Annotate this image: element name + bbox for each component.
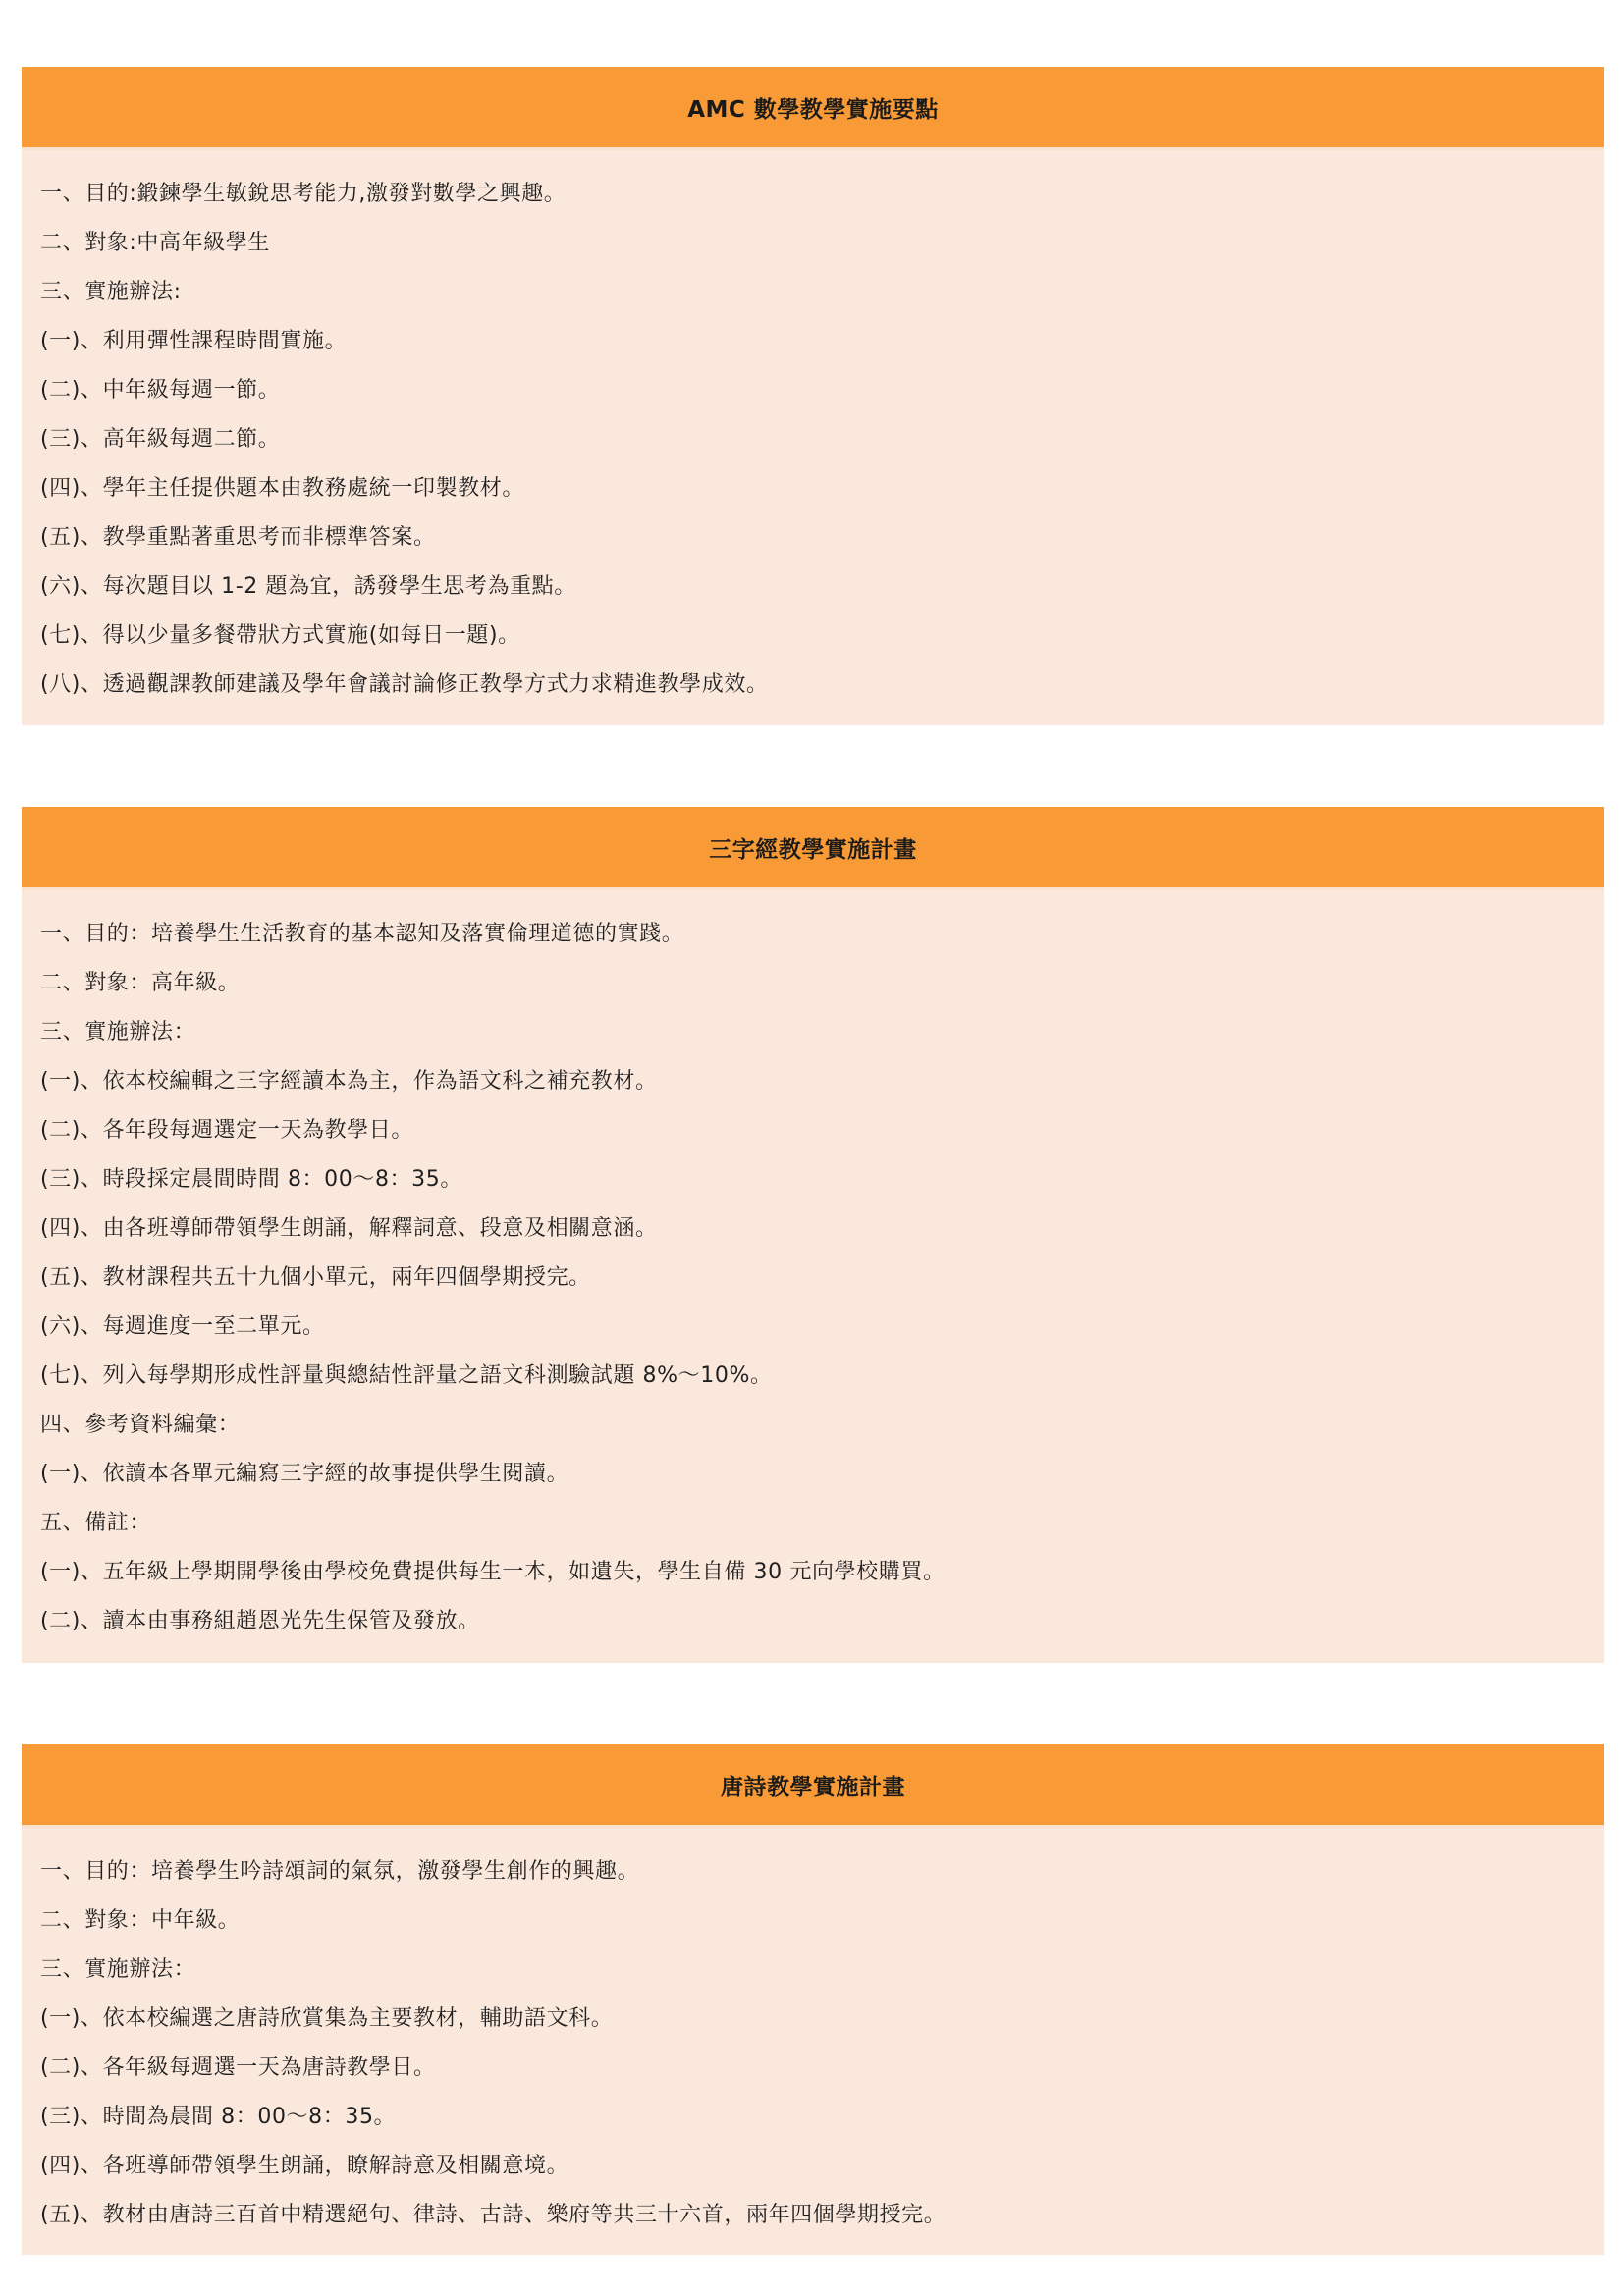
section-amc-math [22,67,1604,725]
section-header [22,807,1604,890]
section-line: (四)、學年主任提供題本由教務處統一印製教材。 [40,476,524,501]
section-line: (五)、教材課程共五十九個小單元，兩年四個學期授完。 [40,1265,591,1290]
section-line: 一、目的:鍛鍊學生敏銳思考能力,激發對數學之興趣。 [40,182,567,206]
section-line: (四)、各班導師帶領學生朗誦，瞭解詩意及相關意境。 [40,2154,569,2178]
section-line: (二)、讀本由事務組趙恩光先生保管及發放。 [40,1609,480,1633]
section-line: (三)、時間為晨間 8：00～8：35。 [40,2105,397,2129]
section-body [22,890,1604,1646]
section-title: 三字經教學實施計畫 [709,836,917,863]
section-line: (四)、由各班導師帶領學生朗誦，解釋詞意、段意及相關意涵。 [40,1216,658,1241]
section-line: (七)、列入每學期形成性評量與總結性評量之語文科測驗試題 8%～10%。 [40,1363,773,1388]
section-line: (一)、五年級上學期開學後由學校免費提供每生一本，如遺失，學生自備 30 元向學校購買。 [40,1560,946,1584]
section-line: 三、實施辦法: [40,280,182,304]
section-line: 三、實施辦法： [40,1957,196,1982]
section-line: (三)、高年級每週二節。 [40,427,281,452]
section-line: 二、對象：中年級。 [40,1908,241,1933]
section-tang-poetry [22,1744,1604,2255]
section-line: 五、備註： [40,1511,152,1535]
section-line: 二、對象：高年級。 [40,971,241,995]
section-line: (七)、得以少量多餐帶狀方式實施(如每日一題)。 [40,623,520,648]
section-line: (一)、利用彈性課程時間實施。 [40,329,348,353]
section-line: (六)、每週進度一至二單元。 [40,1314,325,1339]
section-line: 一、目的：培養學生生活教育的基本認知及落實倫理道德的實踐。 [40,922,684,946]
section-line: 四、參考資料編彙： [40,1413,241,1437]
section-line: 一、目的：培養學生吟詩頌詞的氣氛，激發學生創作的興趣。 [40,1859,640,1884]
section-line: (六)、每次題目以 1-2 題為宜，誘發學生思考為重點。 [40,574,576,599]
section-line: 三、實施辦法： [40,1020,196,1044]
section-line: (五)、教學重點著重思考而非標準答案。 [40,525,436,550]
section-line: (二)、中年級每週一節。 [40,378,281,402]
section-title: 唐詩教學實施計畫 [721,1774,905,1800]
section-line: 二、對象:中高年級學生 [40,231,271,255]
section-line: (八)、透過觀課教師建議及學年會議討論修正教學方式力求精進教學成效。 [40,672,769,697]
section-line: (一)、依本校編選之唐詩欣賞集為主要教材，輔助語文科。 [40,2006,614,2031]
section-line: (一)、依本校編輯之三字經讀本為主，作為語文科之補充教材。 [40,1069,658,1094]
section-body [22,150,1604,710]
section-body [22,1828,1604,2240]
section-line: (一)、依讀本各單元編寫三字經的故事提供學生閱讀。 [40,1462,569,1486]
section-title: AMC 數學教學實施要點 [687,96,939,123]
section-line: (三)、時段採定晨間時間 8：00～8：35。 [40,1167,462,1192]
section-line: (二)、各年級每週選一天為唐詩教學日。 [40,2056,436,2080]
section-line: (二)、各年段每週選定一天為教學日。 [40,1118,413,1143]
section-line: (五)、教材由唐詩三百首中精選絕句、律詩、古詩、樂府等共三十六首，兩年四個學期授完。 [40,2203,947,2227]
section-header [22,67,1604,150]
section-header [22,1744,1604,1828]
section-three-character-classic [22,807,1604,1663]
